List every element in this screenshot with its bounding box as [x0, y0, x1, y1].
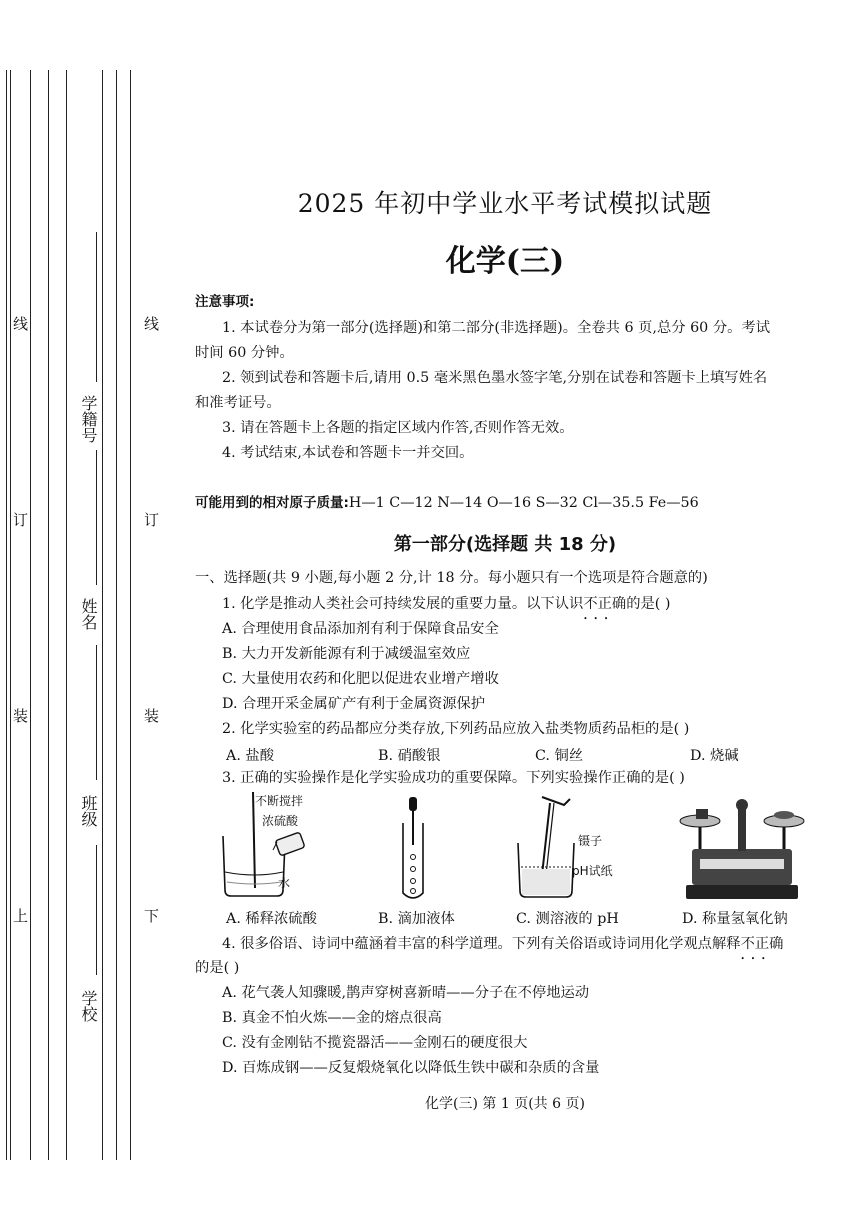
figure-balance [678, 795, 808, 905]
margin-rule [66, 70, 67, 1160]
cut-label: 装 [11, 708, 29, 723]
q1-option-a: A. 合理使用食品添加剂有利于保障食品安全 [222, 621, 499, 637]
label-ph-paper: pH试纸 [572, 864, 613, 878]
q2-option-a: A. 盐酸 [226, 748, 275, 764]
notice-item: 2. 领到试卷和答题卡后,请用 0.5 毫米黑色墨水签字笔,分别在试卷和答题卡上填写姓名 [222, 370, 768, 386]
label-stir: 不断搅拌 [255, 794, 304, 808]
q4-emphasis: 不正确 • • • [741, 936, 784, 952]
field-name: 姓名 [79, 598, 98, 630]
notice-item: 4. 考试结束,本试卷和答题卡一并交回。 [222, 445, 474, 461]
subject-title: 化学(三) [445, 244, 565, 279]
q3-stem: 3. 正确的实验操作是化学实验成功的重要保障。下列实验操作正确的是( ) [222, 770, 685, 786]
margin-rule [116, 70, 117, 1160]
q1-stem-text: 1. 化学是推动人类社会可持续发展的重要力量。以下认识 [222, 596, 584, 612]
label-conc-acid: 浓硫酸 [262, 814, 299, 828]
field-line [96, 645, 97, 780]
q3-option-c: C. 测溶液的 pH [516, 911, 619, 927]
q2-option-b: B. 硝酸银 [378, 748, 441, 764]
section-intro: 一、选择题(共 9 小题,每小题 2 分,计 18 分。每小题只有一个选项是符合题意的) [195, 570, 708, 586]
notice-item: 1. 本试卷分为第一部分(选择题)和第二部分(非选择题)。全卷共 6 页,总分 60 分。考试 [222, 320, 771, 336]
q3-option-d: D. 称量氢氧化钠 [682, 911, 788, 927]
q2-stem: 2. 化学实验室的药品都应分类存放,下列药品应放入盐类物质药品柜的是( ) [222, 721, 690, 737]
q3-option-b: B. 滴加液体 [378, 911, 455, 927]
q4-option-c: C. 没有金刚钻不揽瓷器活——金刚石的硬度很大 [222, 1035, 528, 1051]
q4-option-a: A. 花气袭人知骤暖,鹊声穿树喜新晴——分子在不停地运动 [222, 985, 590, 1001]
notice-item: 和准考证号。 [195, 395, 281, 411]
margin-rule [48, 70, 49, 1160]
margin-rule [30, 70, 31, 1160]
atomic-mass-line [195, 493, 815, 513]
notice-heading: 注意事项: [195, 294, 255, 310]
exam-title: 2025 年初中学业水平考试模拟试题 [297, 189, 713, 218]
margin-rule [6, 70, 7, 1160]
q4-option-d: D. 百炼成钢——反复煅烧氧化以降低生铁中碳和杂质的含量 [222, 1060, 600, 1076]
field-line [96, 845, 97, 975]
q1-option-c: C. 大量使用农药和化肥以促进农业增产增收 [222, 671, 499, 687]
atomic-mass-label: 可能用到的相对原子质量: [195, 495, 349, 511]
field-school: 学校 [79, 990, 98, 1022]
figure-ph-measure [512, 795, 582, 900]
figure-dropper [395, 795, 435, 905]
q4-stem [222, 934, 842, 954]
q1-stem [222, 594, 842, 614]
cut-label: 上 [11, 908, 29, 923]
cut-label: 下 [142, 908, 160, 923]
cut-label: 装 [142, 708, 160, 723]
notice-item: 时间 60 分钟。 [195, 345, 294, 361]
q1-option-d: D. 合理开采金属矿产有利于金属资源保护 [222, 696, 486, 712]
notice-item: 3. 请在答题卡上各题的指定区域内作答,否则作答无效。 [222, 420, 574, 436]
q2-option-c: C. 铜丝 [535, 748, 584, 764]
q1-stem-tail: 的是( ) [626, 596, 671, 612]
cut-label: 订 [142, 512, 160, 527]
margin-rule [102, 70, 103, 1160]
cut-label: 线 [142, 316, 160, 331]
page-footer: 化学(三) 第 1 页(共 6 页) [425, 1096, 585, 1112]
q4-stem-text: 4. 很多俗语、诗词中蕴涵着丰富的科学道理。下列有关俗语或诗词用化学观点解释 [222, 936, 741, 952]
q4-stem-tail: 的是( ) [195, 960, 240, 976]
cut-label: 线 [11, 316, 29, 331]
cut-label: 订 [11, 512, 29, 527]
q2-option-d: D. 烧碱 [690, 748, 739, 764]
atomic-mass-values: H—1 C—12 N—14 O—16 S—32 Cl—35.5 Fe—56 [348, 495, 699, 511]
field-class: 班级 [79, 795, 98, 827]
margin-rule [10, 70, 11, 1160]
q4-option-b: B. 真金不怕火炼——金的熔点很高 [222, 1010, 442, 1026]
margin-rule [130, 70, 131, 1160]
part1-title: 第一部分(选择题 共 18 分) [393, 534, 617, 555]
q3-option-a: A. 稀释浓硫酸 [226, 911, 317, 927]
label-tweezers: 镊子 [578, 834, 603, 848]
field-line [96, 450, 97, 585]
q1-option-b: B. 大力开发新能源有利于减缓温室效应 [222, 646, 471, 662]
label-water: 水 [278, 876, 291, 890]
q1-emphasis: 不正确 • • • [583, 596, 626, 612]
field-student-id: 学籍号 [79, 395, 98, 443]
